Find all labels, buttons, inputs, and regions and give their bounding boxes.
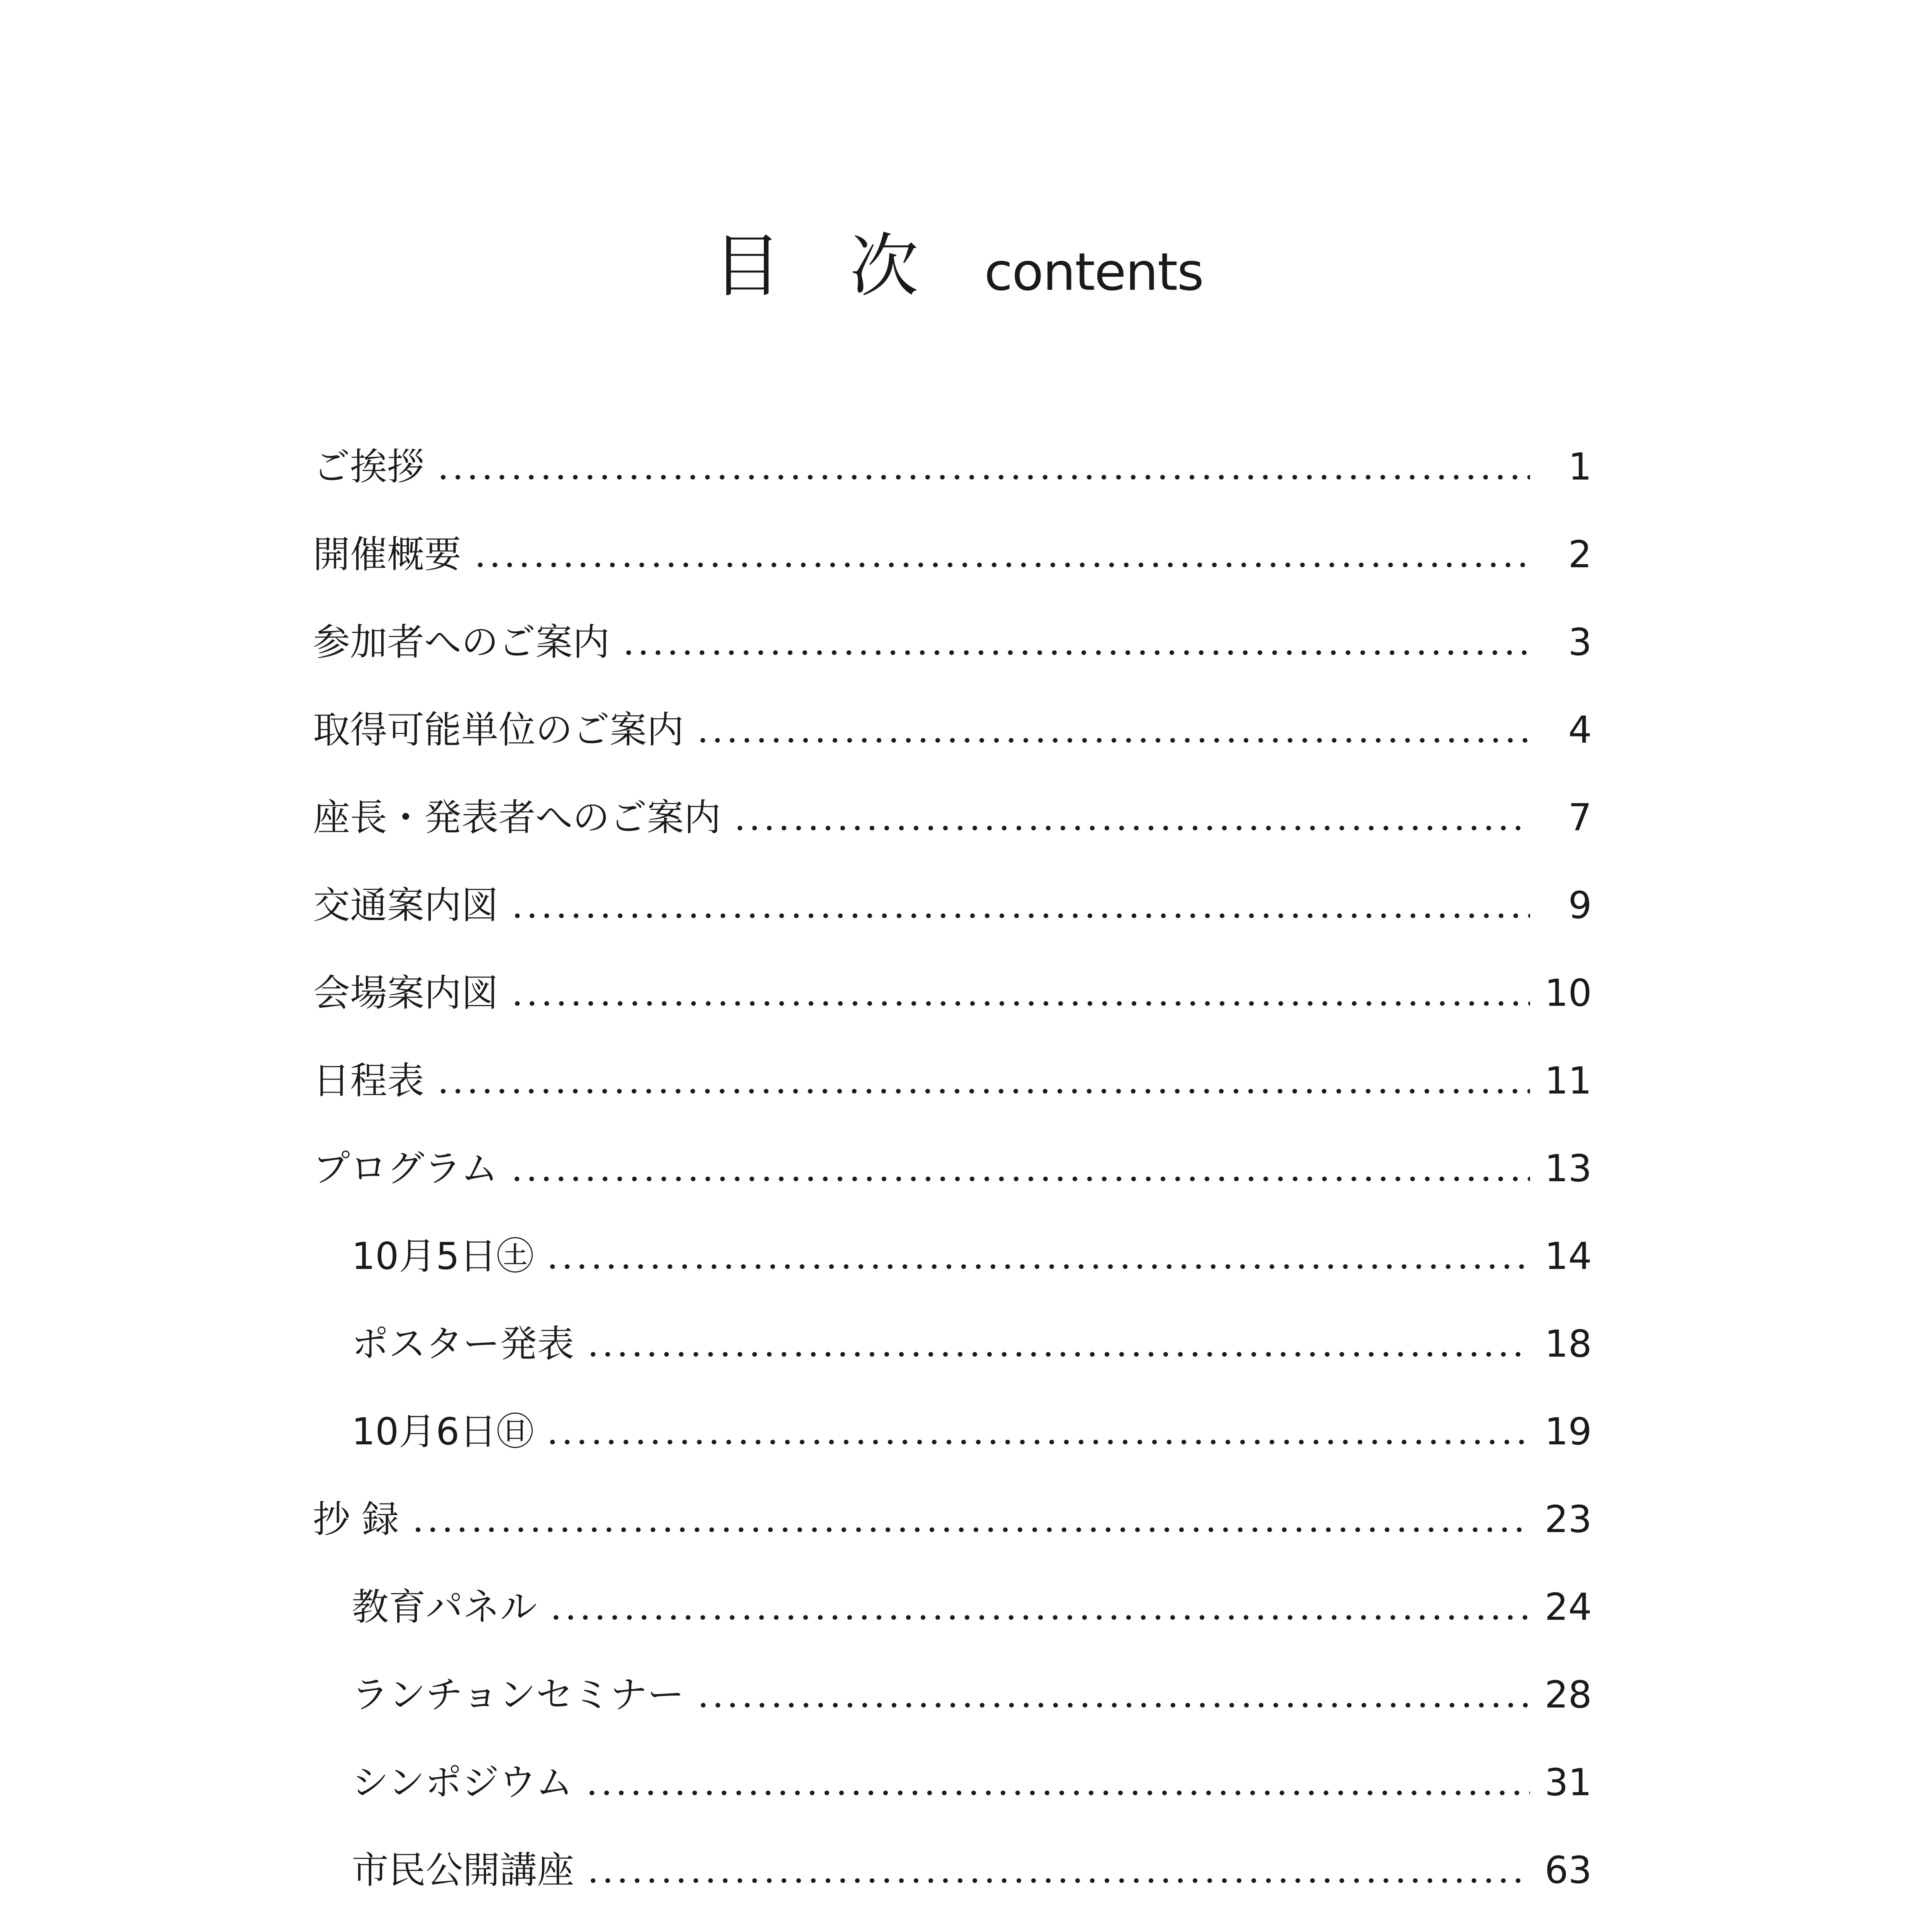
toc-entry-page-number: 24 [1544,1585,1592,1629]
toc-entry-page-number: 4 [1568,708,1592,752]
page-title [0,226,1916,306]
dot-leader [510,1177,1530,1181]
toc-entry [313,1410,1592,1501]
toc-entry [313,621,1592,711]
toc-entry-page-number: 13 [1544,1147,1592,1190]
toc-entry-page-number: 10 [1544,971,1592,1015]
toc-entry-label: 10月6日㊐ [352,1410,534,1453]
toc-entry-label: 10月5日㊏ [352,1235,534,1278]
title-english: contents [984,242,1204,302]
toc-entry-page-number: 11 [1544,1059,1592,1102]
toc-entry-label: 交通案内図 [313,884,498,927]
toc-entry-label: ポスター発表 [352,1322,574,1366]
toc-entry [313,1761,1592,1852]
dot-leader [585,1791,1530,1795]
toc-entry-label: ご挨拶 [313,445,424,488]
toc-entry-label: 市民公開講座 [352,1849,574,1892]
dot-leader [545,1440,1530,1444]
toc-entry [313,1498,1592,1588]
dot-leader [621,650,1530,655]
toc-entry [313,1147,1592,1238]
dot-leader [473,563,1530,567]
dot-leader [695,738,1530,743]
toc-entry [313,1673,1592,1764]
toc-entry-page-number: 63 [1544,1849,1592,1892]
toc-entry-label: 参加者へのご案内 [313,621,610,664]
dot-leader [696,1703,1530,1708]
toc-entry-label: 取得可能単位のご案内 [313,708,684,752]
toc-entry-page-number: 14 [1544,1235,1592,1278]
toc-entry-label: 日程表 [313,1059,424,1102]
toc-entry-label: プログラム [313,1147,498,1190]
dot-leader [436,475,1530,480]
dot-leader [549,1615,1530,1620]
toc-entry-page-number: 7 [1568,796,1592,839]
toc-entry-page-number: 31 [1544,1761,1592,1804]
toc-entry [313,533,1592,624]
dot-leader [436,1089,1530,1094]
toc-entry-page-number: 3 [1568,621,1592,664]
dot-leader [411,1527,1530,1532]
table-of-contents [313,445,1592,1932]
dot-leader [510,913,1530,918]
dot-leader [586,1352,1530,1357]
toc-entry-label: 会場案内図 [313,971,498,1015]
toc-entry [313,445,1592,536]
toc-entry [313,971,1592,1062]
toc-entry-page-number: 23 [1544,1498,1592,1541]
toc-entry-label: 抄 録 [313,1498,399,1541]
dot-leader [733,826,1530,830]
toc-entry-label: 開催概要 [313,533,461,576]
toc-entry-label: 座長・発表者へのご案内 [313,796,721,839]
toc-entry-label: シンポジウム [352,1761,573,1804]
toc-entry [313,1235,1592,1325]
toc-entry [313,1585,1592,1676]
toc-entry-page-number: 18 [1544,1322,1592,1366]
toc-entry [313,1849,1592,1932]
toc-entry [313,884,1592,975]
toc-entry-label: 教育パネル [352,1585,537,1629]
dot-leader [586,1878,1530,1883]
toc-entry-page-number: 19 [1544,1410,1592,1453]
title-japanese: 目 次 [712,226,942,306]
dot-leader [545,1264,1530,1269]
toc-entry-page-number: 1 [1568,445,1592,488]
toc-entry-page-number: 9 [1568,884,1592,927]
toc-entry-page-number: 28 [1544,1673,1592,1716]
toc-entry-label: ランチョンセミナー [352,1673,685,1716]
toc-entry-page-number: 2 [1568,533,1592,576]
toc-entry [313,1322,1592,1413]
dot-leader [510,1001,1530,1006]
toc-entry [313,1059,1592,1150]
toc-entry [313,796,1592,887]
toc-entry [313,708,1592,799]
